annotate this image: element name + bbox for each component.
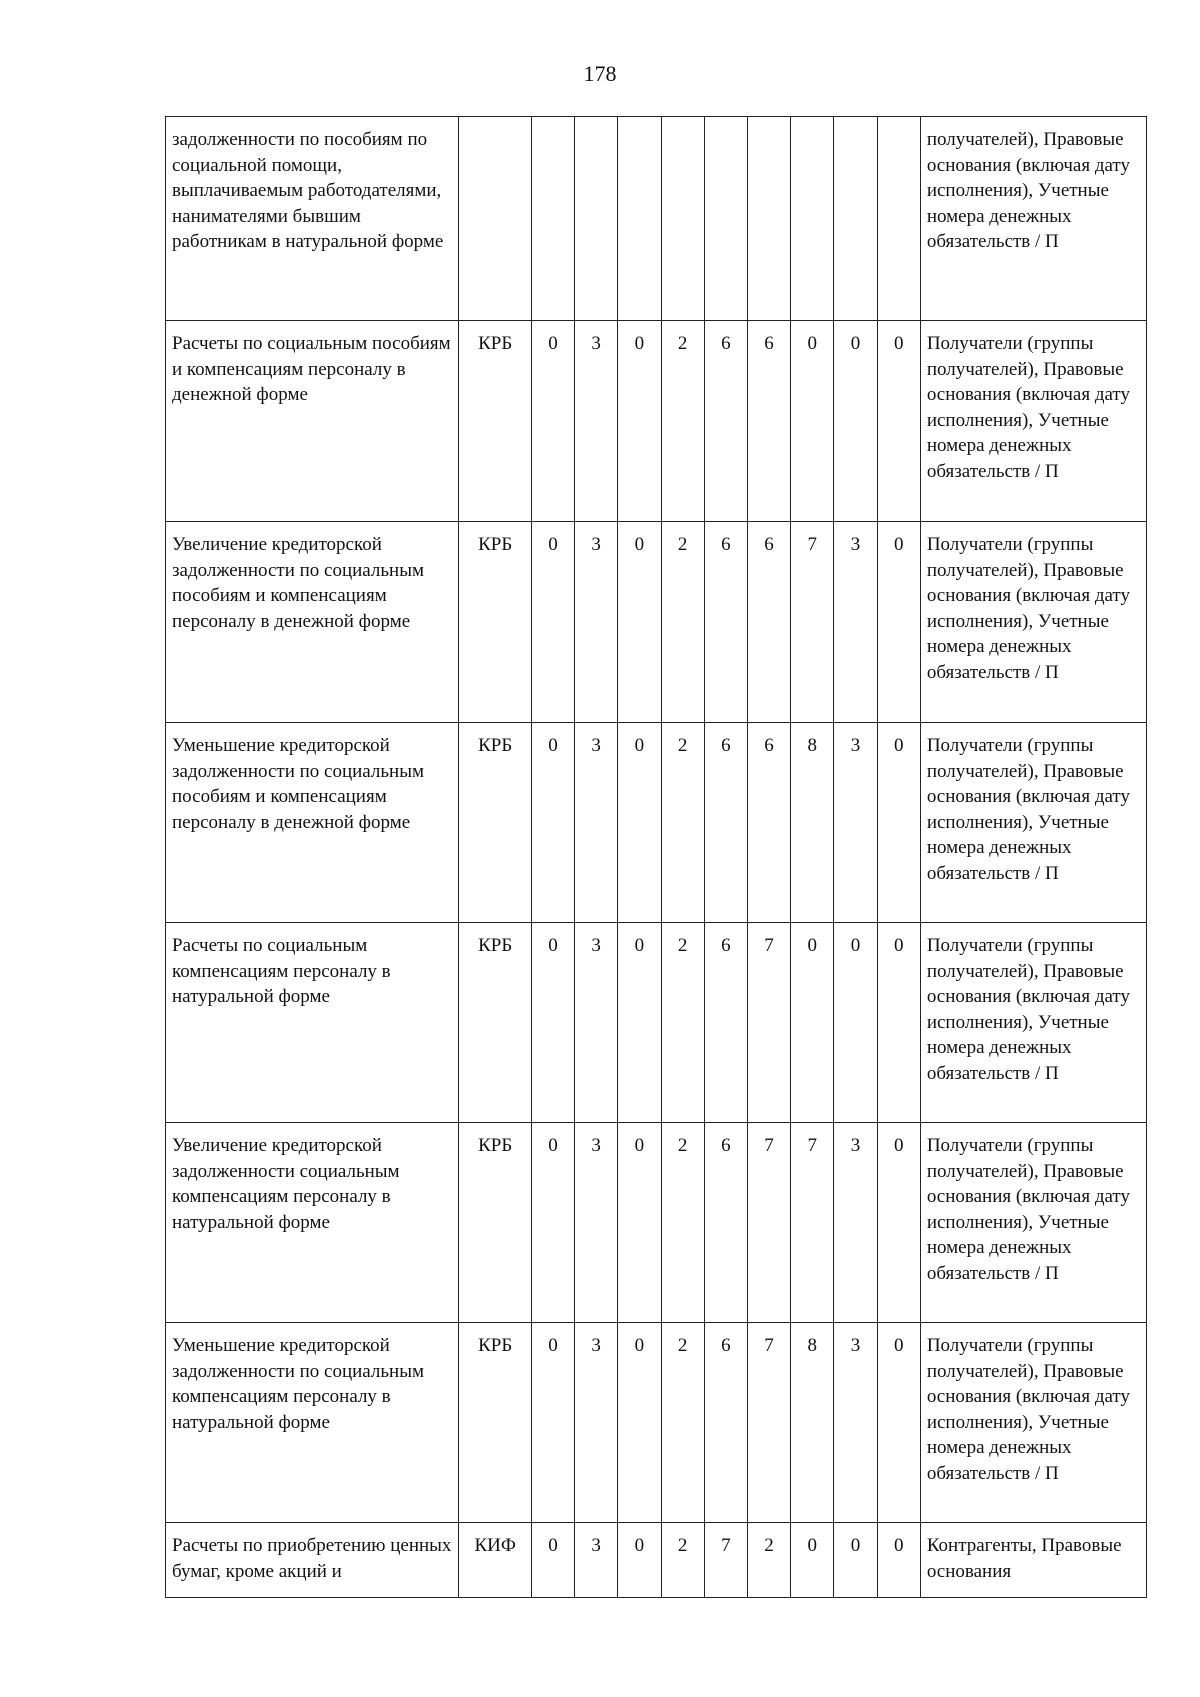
row-digit: 3 — [575, 1523, 618, 1598]
row-digit: 0 — [618, 522, 661, 723]
row-digit: 7 — [791, 522, 834, 723]
row-digit: 0 — [877, 723, 920, 923]
row-digit: 0 — [834, 321, 877, 522]
row-name: Расчеты по приобретению ценных бумаг, кроме акций и — [166, 1523, 459, 1598]
row-digit — [747, 117, 790, 321]
row-digit: 0 — [618, 923, 661, 1123]
row-digit: 2 — [661, 1323, 704, 1523]
row-digit: 6 — [704, 1323, 747, 1523]
row-digit: 0 — [791, 321, 834, 522]
row-digit: 0 — [877, 522, 920, 723]
row-note: Получатели (группы получателей), Правовые основания (включая дату исполнения), Учетные номера денежных обязательств / П — [920, 723, 1146, 923]
row-code: КРБ — [459, 723, 531, 923]
row-digit: 2 — [661, 522, 704, 723]
row-digit: 7 — [747, 923, 790, 1123]
row-digit: 7 — [791, 1123, 834, 1323]
row-note: Получатели (группы получателей), Правовые основания (включая дату исполнения), Учетные номера денежных обязательств / П — [920, 923, 1146, 1123]
row-digit: 3 — [575, 923, 618, 1123]
row-digit: 3 — [834, 723, 877, 923]
row-digit: 0 — [877, 321, 920, 522]
row-digit: 0 — [791, 923, 834, 1123]
row-digit: 0 — [531, 723, 574, 923]
row-code — [459, 117, 531, 321]
row-name: Расчеты по социальным пособиям и компенсациям персоналу в денежной форме — [166, 321, 459, 522]
row-digit: 2 — [661, 1123, 704, 1323]
table-row — [166, 1523, 1147, 1598]
row-name: Уменьшение кредиторской задолженности по социальным компенсациям персоналу в натуральной форме — [166, 1323, 459, 1523]
row-digit: 0 — [531, 923, 574, 1123]
row-code: КРБ — [459, 522, 531, 723]
row-digit: 0 — [834, 923, 877, 1123]
row-code: КРБ — [459, 1123, 531, 1323]
row-digit: 6 — [747, 522, 790, 723]
row-digit: 3 — [575, 1123, 618, 1323]
row-digit: 8 — [791, 723, 834, 923]
row-digit: 2 — [661, 923, 704, 1123]
table-row — [166, 117, 1147, 321]
row-digit — [834, 117, 877, 321]
row-digit: 0 — [618, 1523, 661, 1598]
row-digit: 6 — [704, 522, 747, 723]
row-digit: 0 — [618, 723, 661, 923]
row-digit: 2 — [747, 1523, 790, 1598]
row-note: Получатели (группы получателей), Правовые основания (включая дату исполнения), Учетные номера денежных обязательств / П — [920, 321, 1146, 522]
row-digit: 2 — [661, 1523, 704, 1598]
row-name: Уменьшение кредиторской задолженности по социальным пособиям и компенсациям персоналу в денежной форме — [166, 723, 459, 923]
row-note: получателей), Правовые основания (включая дату исполнения), Учетные номера денежных обязательств / П — [920, 117, 1146, 321]
table-row — [166, 321, 1147, 522]
row-digit: 0 — [877, 1123, 920, 1323]
row-note: Получатели (группы получателей), Правовые основания (включая дату исполнения), Учетные номера денежных обязательств / П — [920, 1323, 1146, 1523]
row-digit: 0 — [531, 321, 574, 522]
row-name: Увеличение кредиторской задолженности по социальным пособиям и компенсациям персоналу в денежной форме — [166, 522, 459, 723]
row-digit: 3 — [575, 522, 618, 723]
row-digit: 6 — [704, 321, 747, 522]
row-note: Контрагенты, Правовые основания — [920, 1523, 1146, 1598]
row-digit — [704, 117, 747, 321]
row-code: КРБ — [459, 923, 531, 1123]
row-name: Увеличение кредиторской задолженности социальным компенсациям персоналу в натуральной форме — [166, 1123, 459, 1323]
row-digit: 6 — [704, 723, 747, 923]
row-digit: 0 — [877, 1523, 920, 1598]
row-digit — [531, 117, 574, 321]
table-row — [166, 522, 1147, 723]
row-digit: 0 — [834, 1523, 877, 1598]
row-digit: 6 — [704, 923, 747, 1123]
row-digit: 0 — [791, 1523, 834, 1598]
row-digit: 0 — [618, 321, 661, 522]
row-name: задолженности по пособиям по социальной помощи, выплачиваемым работодателями, нанимателями бывшим работникам в натуральной форме — [166, 117, 459, 321]
row-digit: 3 — [834, 1123, 877, 1323]
table-row — [166, 1123, 1147, 1323]
row-code: КИФ — [459, 1523, 531, 1598]
row-digit: 0 — [877, 1323, 920, 1523]
row-digit: 2 — [661, 723, 704, 923]
row-digit: 0 — [531, 1123, 574, 1323]
row-digit: 0 — [618, 1323, 661, 1523]
row-digit: 7 — [747, 1123, 790, 1323]
row-digit: 0 — [531, 1323, 574, 1523]
row-digit — [877, 117, 920, 321]
row-digit: 0 — [618, 1123, 661, 1323]
page-number: 178 — [583, 61, 617, 86]
row-digit: 2 — [661, 321, 704, 522]
row-digit — [791, 117, 834, 321]
row-digit: 0 — [877, 923, 920, 1123]
row-digit: 3 — [575, 723, 618, 923]
row-note: Получатели (группы получателей), Правовые основания (включая дату исполнения), Учетные номера денежных обязательств / П — [920, 1123, 1146, 1323]
row-code: КРБ — [459, 321, 531, 522]
row-digit — [575, 117, 618, 321]
accounts-table — [165, 116, 1147, 1598]
row-digit: 3 — [834, 522, 877, 723]
row-digit: 3 — [834, 1323, 877, 1523]
table-row — [166, 1323, 1147, 1523]
row-note: Получатели (группы получателей), Правовые основания (включая дату исполнения), Учетные номера денежных обязательств / П — [920, 522, 1146, 723]
row-digit: 0 — [531, 522, 574, 723]
row-digit: 8 — [791, 1323, 834, 1523]
row-digit: 6 — [747, 321, 790, 522]
row-code: КРБ — [459, 1323, 531, 1523]
row-digit: 7 — [747, 1323, 790, 1523]
row-digit: 6 — [704, 1123, 747, 1323]
table-row — [166, 923, 1147, 1123]
row-digit: 6 — [747, 723, 790, 923]
row-digit: 3 — [575, 1323, 618, 1523]
row-digit: 0 — [531, 1523, 574, 1598]
row-digit: 7 — [704, 1523, 747, 1598]
table-row — [166, 723, 1147, 923]
row-digit — [618, 117, 661, 321]
row-name: Расчеты по социальным компенсациям персоналу в натуральной форме — [166, 923, 459, 1123]
row-digit — [661, 117, 704, 321]
row-digit: 3 — [575, 321, 618, 522]
